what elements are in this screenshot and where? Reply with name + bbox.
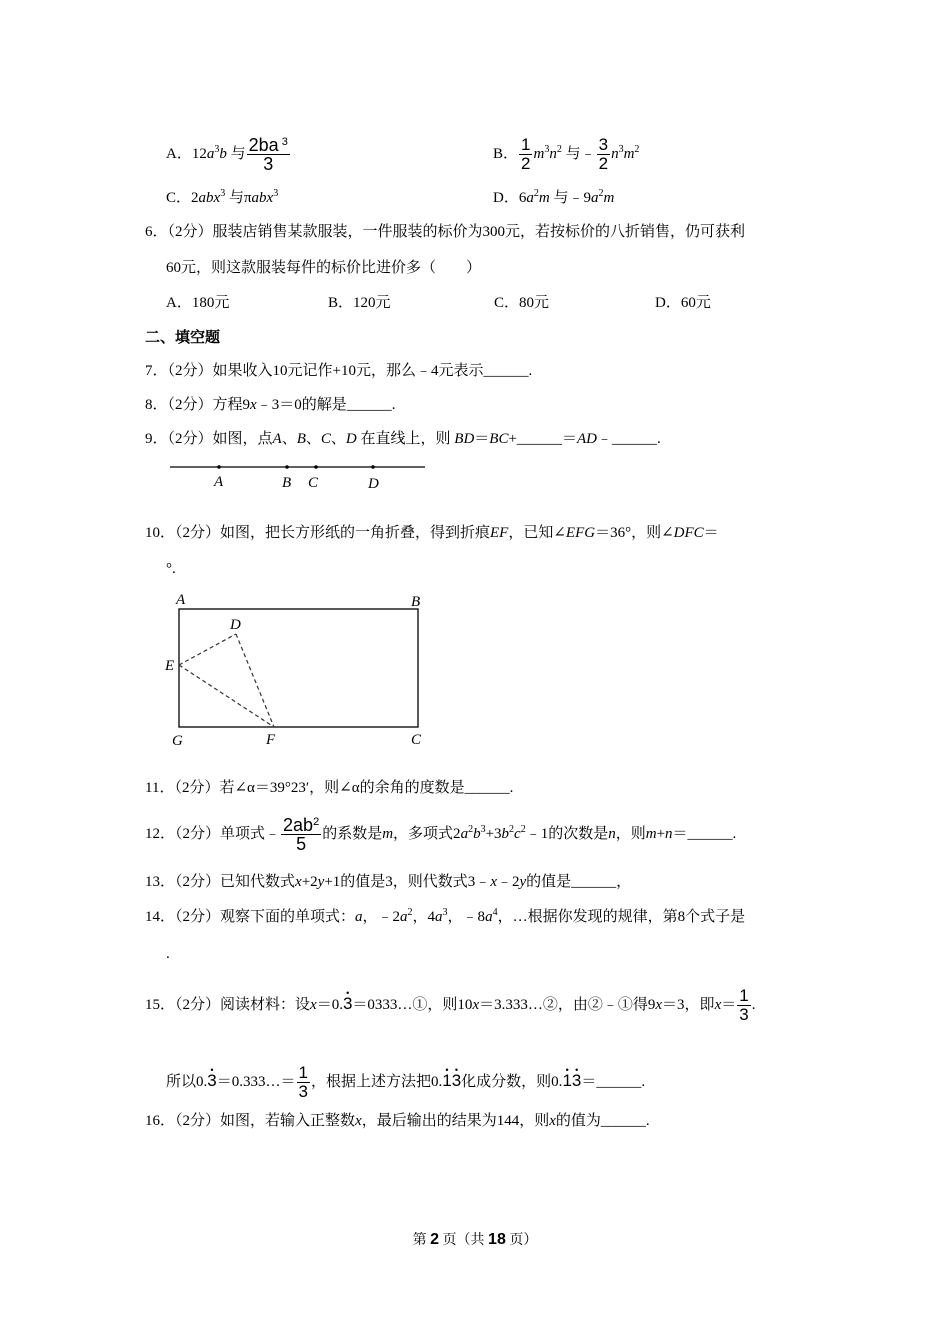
q10-label-a: A [176,592,186,608]
q5-b-fraction-2: $\frac{3}{2}$ [598,135,609,173]
page-number: 2 [430,1231,440,1248]
q5-a-fraction: $\frac{2ba ^3}{3}$ [248,135,288,174]
q15-repeating-3c: • 3 [452,1070,461,1092]
q7: 7．（2分）如果收入10元记作+10元，那么﹣4元表示______. [145,363,533,379]
section-title: 二、填空题 [145,330,221,346]
q8: 8．（2分）方程9x﹣3＝0的解是______. [145,397,396,413]
q14-line1: 14．（2分）观察下面的单项式：a，$﹣2a^2$，$4a^3$，$﹣8a^4$，…根据你发现的规律，第8个式子是 [145,907,746,925]
q10-line2: °. [166,561,176,577]
q6-option-a: A．180元 [166,295,230,311]
q6-option-b: B．120元 [328,295,391,311]
q16: 16．（2分）如图，若输入正整数x，最后输出的结果为144，则x的值为______. [145,1113,650,1129]
q9-label-a: A [214,474,224,490]
q15-repeating-1: • 1 [442,1070,451,1092]
q10-label-c: C [411,732,422,748]
q10-rectangle [179,609,418,727]
q15-repeating-3d: • 3 [572,1070,581,1092]
q15-repeating-1b: • 1 [562,1070,571,1092]
q9-point-d [371,465,375,469]
q9: 9．（2分）如图，点A、B、C、D 在直线上，则 BD＝BC+______＝AD﹣______. [145,431,661,447]
q9-label-c: C [308,475,319,491]
q6-option-d: D．60元 [655,295,711,311]
q9-point-c [314,465,318,469]
q10-label-g: G [172,733,183,749]
q10-fold-df [236,634,274,727]
q10-line1: 10．（2分）如图，把长方形纸的一角折叠，得到折痕EF，已知∠EFG＝36°，则∠DFC＝ [145,525,719,541]
q5-option-a: A．$12a^3b$ 与 $\frac{2ba ^3}{3}$ [166,135,288,174]
page-total: 18 [488,1231,506,1248]
q13: 13．（2分）已知代数式x+2y+1的值是3，则代数式3﹣x﹣2y的值是______， [145,874,632,890]
q10-label-b: B [411,594,421,610]
q12: 12．（2分）单项式﹣ $\frac{2ab^2}{5}$ 的系数是m，多项式$2a^2b^3+3b^2c^2﹣1$的次数是n，则m+n＝______. [145,815,737,854]
q14-line2: . [166,946,170,962]
q12-fraction: $\frac{2ab^2}{5}$ [283,815,320,854]
q9-point-a [217,465,221,469]
q9-label-d: D [368,476,379,492]
q6-option-c: C．80元 [494,295,550,311]
q10-label-d: D [230,617,241,633]
q6-line2: 60元，则这款服装每件的标价比进价多（ ） [166,260,482,276]
q6-line1: 6．（2分）服装店销售某款服装，一件服装的标价为300元，若按标价的八折销售，仍可获利 [145,224,746,240]
q10-fold-ed [179,634,236,665]
q15-fraction-1: $\frac{1}{3}$ [739,986,749,1024]
q5-option-d: D．$6a^2m$ 与$﹣9a^2m$ [493,188,615,206]
q9-line-figure [165,458,430,494]
q15-line2: 所以0.• 3＝0.333…＝ $\frac{1}{3}$ ，根据上述方法把0.• 1• 3化成分数，则0.• 1• 3＝______. [166,1064,645,1101]
q5-option-b: B． $\frac{1}{2}$ $m^3n^2$ 与﹣ $\frac{3}{2}$ $n^3m^2$ [493,135,640,173]
q11: 11．（2分）若∠α＝39°23′，则∠α的余角的度数是______. [145,780,514,796]
q10-crease-ef [179,665,274,727]
q10-label-e: E [165,658,175,674]
q10-rectangle-figure [160,588,435,753]
q9-label-b: B [282,475,292,491]
q9-point-b [285,465,289,469]
q5-b-fraction-1: $\frac{1}{2}$ [521,135,531,173]
q15-repeating-3: • 3 [343,993,352,1015]
q15-repeating-3b: • 3 [207,1070,216,1092]
page-footer: 第 2 页（共 18 页） [412,1231,538,1248]
q10-label-f: F [266,732,276,748]
q15-fraction-2: $\frac{1}{3}$ [298,1063,308,1101]
q15-line1: 15．（2分）阅读材料：设x＝0.• 3＝0333…①，则10x＝3.333…②，由②﹣①得9x＝3，即x＝ $\frac{1}{3}$ . [145,987,755,1024]
q5-option-c: C．2abx$^3$ 与πabx$^3$ [166,188,279,206]
